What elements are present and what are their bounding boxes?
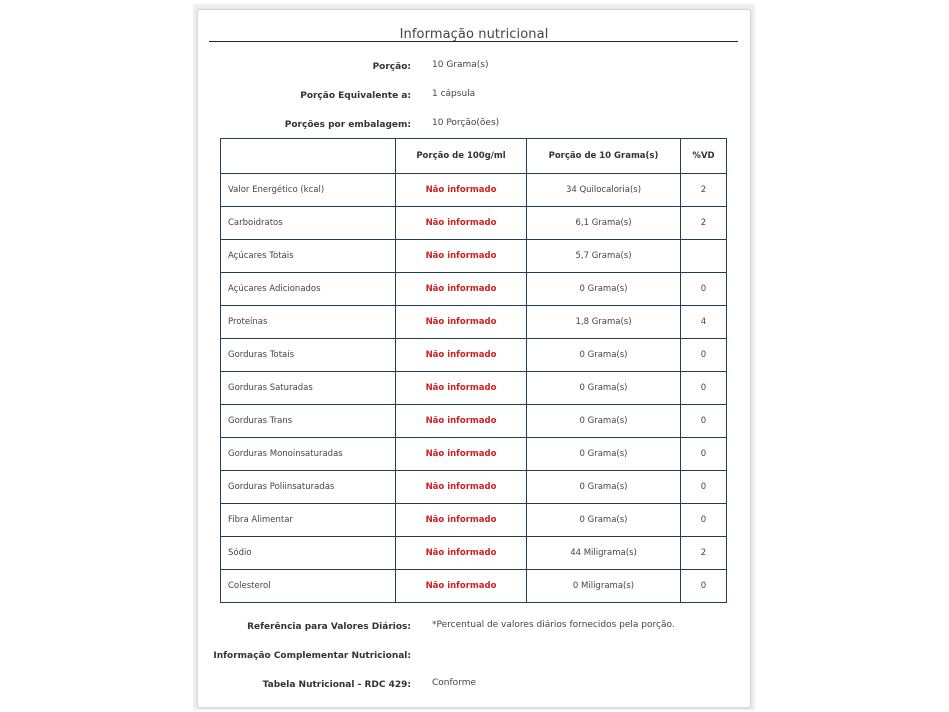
vd-value: 2 <box>681 207 727 240</box>
vd-value: 2 <box>681 537 727 570</box>
per-portion-value: 0 Grama(s) <box>527 471 681 504</box>
nutrient-name: Açúcares Totais <box>221 240 396 273</box>
info-row-porcao <box>198 62 750 76</box>
header-per-100: Porção de 100g/ml <box>396 139 527 174</box>
table-row <box>221 537 727 570</box>
per-100-value: Não informado <box>396 570 527 603</box>
per-portion-value: 0 Grama(s) <box>527 438 681 471</box>
table-row <box>221 504 727 537</box>
footer-label: Referência para Valores Diários: <box>247 622 411 632</box>
per-portion-value: 0 Grama(s) <box>527 372 681 405</box>
nutrient-name: Gorduras Trans <box>221 405 396 438</box>
table-row <box>221 207 727 240</box>
per-portion-value: 0 Grama(s) <box>527 405 681 438</box>
nutrient-name: Fibra Alimentar <box>221 504 396 537</box>
section-title: Informação nutricional <box>399 27 549 42</box>
footer-label: Informação Complementar Nutricional: <box>213 651 411 661</box>
info-label: Porção: <box>372 62 411 72</box>
per-portion-value: 0 Miligrama(s) <box>527 570 681 603</box>
table-row <box>221 372 727 405</box>
footer-label: Tabela Nutricional - RDC 429: <box>262 680 411 690</box>
footer-value: *Percentual de valores diários fornecidos pela porção. <box>432 620 675 630</box>
header-per-portion: Porção de 10 Grama(s) <box>527 139 681 174</box>
table-row <box>221 471 727 504</box>
per-100-value: Não informado <box>396 372 527 405</box>
info-row-equivalente <box>198 91 750 105</box>
per-portion-value: 0 Grama(s) <box>527 504 681 537</box>
info-value: 10 Porção(ões) <box>432 118 500 128</box>
nutrient-name: Proteínas <box>221 306 396 339</box>
table-row <box>221 273 727 306</box>
header-vd: %VD <box>681 139 727 174</box>
per-portion-value: 6,1 Grama(s) <box>527 207 681 240</box>
per-portion-value: 0 Grama(s) <box>527 273 681 306</box>
per-100-value: Não informado <box>396 306 527 339</box>
nutrient-name: Gorduras Saturadas <box>221 372 396 405</box>
table-row <box>221 240 727 273</box>
per-portion-value: 1,8 Grama(s) <box>527 306 681 339</box>
info-label: Porções por embalagem: <box>284 120 411 130</box>
nutrient-name: Carboidratos <box>221 207 396 240</box>
nutrient-name: Gorduras Monoinsaturadas <box>221 438 396 471</box>
per-100-value: Não informado <box>396 174 527 207</box>
per-100-value: Não informado <box>396 537 527 570</box>
per-100-value: Não informado <box>396 207 527 240</box>
footer-row-rdc <box>198 680 750 694</box>
table-row <box>221 306 727 339</box>
table-header-row <box>221 139 727 174</box>
per-100-value: Não informado <box>396 471 527 504</box>
per-portion-value: 5,7 Grama(s) <box>527 240 681 273</box>
info-label: Porção Equivalente a: <box>300 91 411 101</box>
nutrition-table <box>220 138 727 603</box>
per-100-value: Não informado <box>396 240 527 273</box>
footer-row-complementar <box>198 651 750 665</box>
vd-value: 0 <box>681 471 727 504</box>
vd-value: 4 <box>681 306 727 339</box>
header-nutrient <box>221 139 396 174</box>
info-value: 1 cápsula <box>432 89 476 99</box>
nutrition-card <box>197 9 751 708</box>
vd-value: 2 <box>681 174 727 207</box>
info-value: 10 Grama(s) <box>432 60 489 70</box>
nutrient-name: Gorduras Totais <box>221 339 396 372</box>
table-row <box>221 405 727 438</box>
vd-value: 0 <box>681 438 727 471</box>
vd-value: 0 <box>681 405 727 438</box>
table-row <box>221 438 727 471</box>
table-row <box>221 570 727 603</box>
table-row <box>221 339 727 372</box>
nutrient-name: Açúcares Adicionados <box>221 273 396 306</box>
per-100-value: Não informado <box>396 504 527 537</box>
per-100-value: Não informado <box>396 273 527 306</box>
vd-value: 0 <box>681 570 727 603</box>
info-row-embalagem <box>198 120 750 134</box>
nutrient-name: Colesterol <box>221 570 396 603</box>
vd-value: 0 <box>681 372 727 405</box>
per-100-value: Não informado <box>396 438 527 471</box>
per-100-value: Não informado <box>396 339 527 372</box>
footer-value: Conforme <box>432 678 477 688</box>
vd-value: 0 <box>681 504 727 537</box>
table-row <box>221 174 727 207</box>
vd-value: 0 <box>681 339 727 372</box>
footer-row-referencia <box>198 622 750 636</box>
nutrient-name: Sódio <box>221 537 396 570</box>
vd-value <box>681 240 727 273</box>
title-divider <box>209 41 738 42</box>
per-portion-value: 44 Miligrama(s) <box>527 537 681 570</box>
nutrient-name: Gorduras Poliinsaturadas <box>221 471 396 504</box>
per-portion-value: 0 Grama(s) <box>527 339 681 372</box>
per-100-value: Não informado <box>396 405 527 438</box>
vd-value: 0 <box>681 273 727 306</box>
per-portion-value: 34 Quilocaloria(s) <box>527 174 681 207</box>
nutrient-name: Valor Energético (kcal) <box>221 174 396 207</box>
